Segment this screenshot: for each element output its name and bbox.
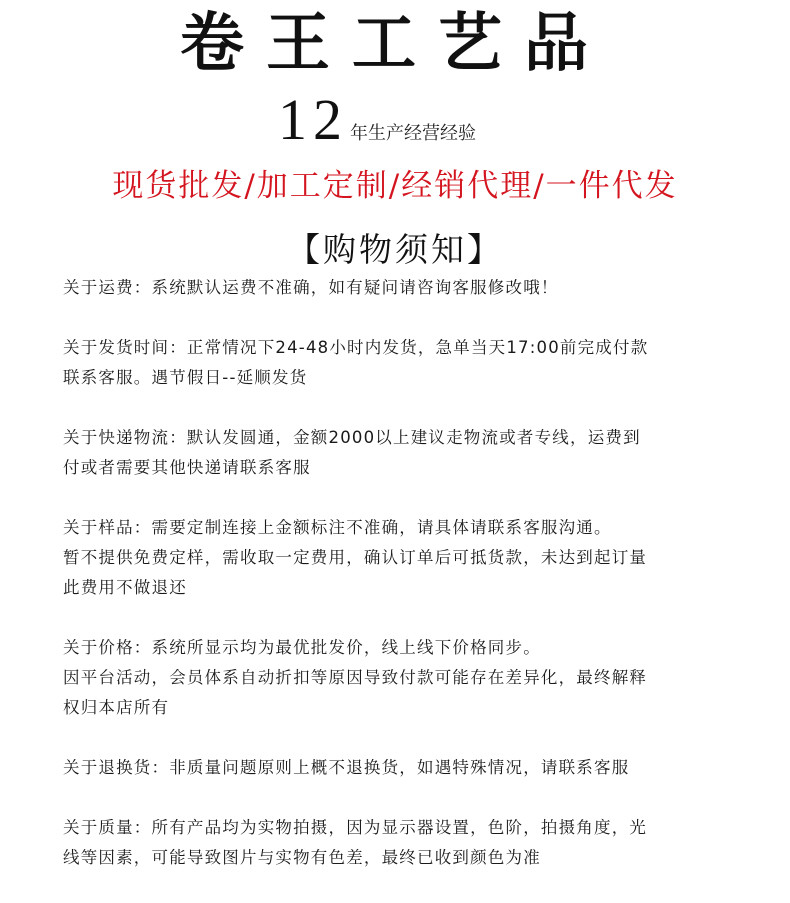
term-line: 付或者需要其他快递请联系客服 xyxy=(63,458,311,477)
section-price xyxy=(63,633,763,723)
experience-banner xyxy=(278,86,476,156)
term-line: 关于质量：所有产品均为实物拍摄，因为显示器设置，色阶，拍摄角度，光 xyxy=(63,818,648,837)
years-text: 年生产经营经验 xyxy=(350,123,476,144)
term-line: 线等因素，可能导致图片与实物有色差，最终已收到颜色为准 xyxy=(63,848,541,867)
years-number: 12 xyxy=(278,87,348,152)
term-line: 暂不提供免费定样，需收取一定费用，确认订单后可抵货款，未达到起订量 xyxy=(63,548,648,567)
services-line: 现货批发/加工定制/经销代理/一件代发 xyxy=(112,168,678,204)
section-samples xyxy=(63,513,763,603)
term-line: 权归本店所有 xyxy=(63,698,170,717)
section-quality xyxy=(63,813,763,873)
term-line: 关于发货时间：正常情况下24-48小时内发货，急单当天17:00前完成付款 xyxy=(63,338,649,357)
section-delivery-time xyxy=(63,333,763,393)
section-logistics xyxy=(63,423,763,483)
term-line: 关于快递物流：默认发圆通，金额2000以上建议走物流或者专线，运费到 xyxy=(63,428,641,447)
term-line: 关于退换货：非质量问题原则上概不退换货，如遇特殊情况，请联系客服 xyxy=(63,758,630,777)
term-line: 关于价格：系统所显示均为最优批发价，线上线下价格同步。 xyxy=(63,638,541,657)
term-line: 因平台活动，会员体系自动折扣等原因导致付款可能存在差异化，最终解释 xyxy=(63,668,648,687)
section-shipping-fee xyxy=(63,273,763,303)
section-returns xyxy=(63,753,763,783)
terms-list xyxy=(63,273,763,903)
brand-title: 卷王工艺品 xyxy=(180,6,610,81)
term-line: 此费用不做退还 xyxy=(63,578,187,597)
notice-heading: 【购物须知】 xyxy=(287,230,503,269)
term-line: 关于样品：需要定制连接上金额标注不准确，请具体请联系客服沟通。 xyxy=(63,518,612,537)
term-line: 联系客服。遇节假日--延顺发货 xyxy=(63,368,308,387)
term-line: 关于运费：系统默认运费不准确，如有疑问请咨询客服修改哦！ xyxy=(63,278,559,297)
